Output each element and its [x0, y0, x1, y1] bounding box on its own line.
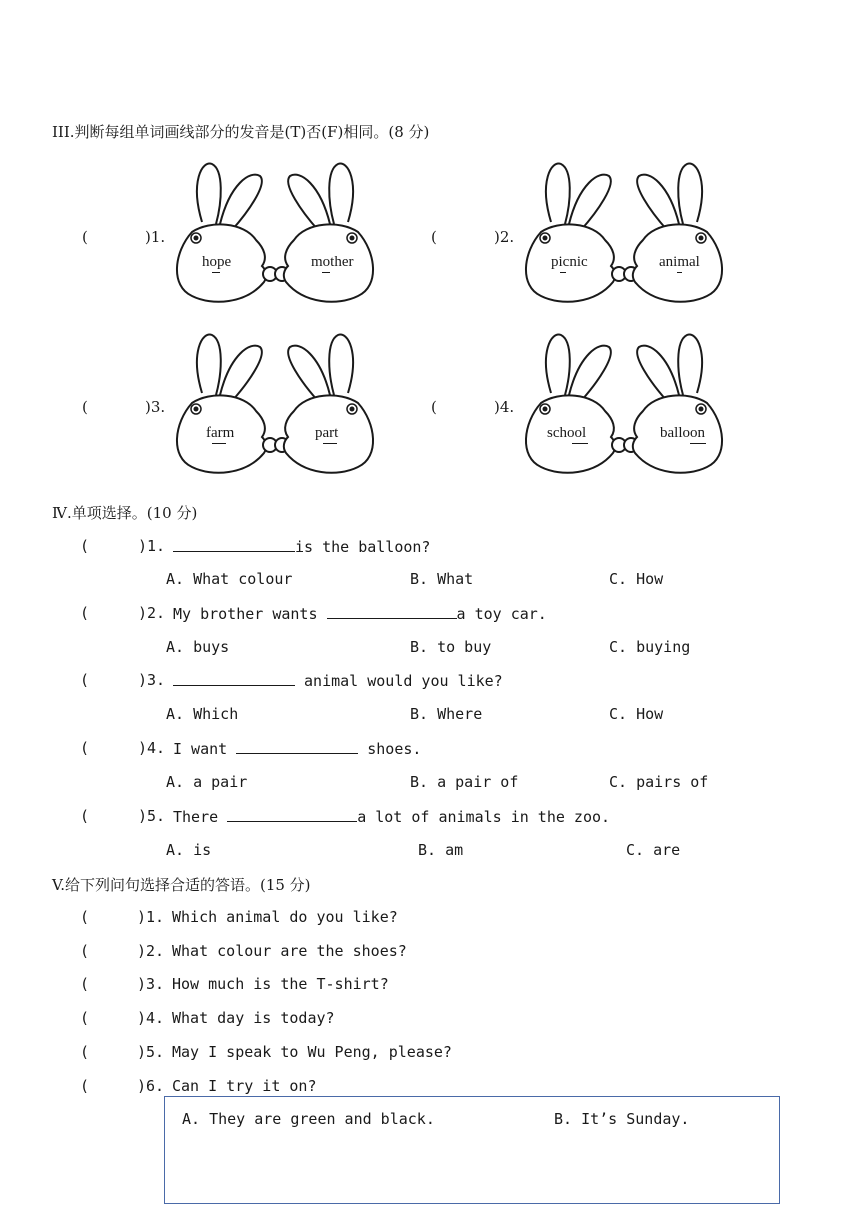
question-text: What day is today?	[172, 1009, 335, 1027]
question-number: )4.	[137, 1009, 165, 1027]
question-number: )3.	[137, 975, 165, 993]
item-number-3-3: )3.	[145, 398, 166, 416]
answer-paren-3-2: (	[431, 228, 437, 246]
bunny-word-part: part	[315, 425, 339, 441]
option-c: C. are	[626, 841, 681, 859]
answer-blank[interactable]	[173, 671, 295, 686]
question-number: )1.	[137, 908, 165, 926]
bunny-word-hope: hope	[202, 254, 232, 270]
option-b: B. What	[410, 570, 474, 588]
item-number-3-2: )2.	[494, 228, 515, 246]
question-number: )2.	[138, 604, 166, 622]
underline-mark	[212, 443, 226, 444]
section-5-heading: V.给下列问句选择合适的答语。(15 分)	[52, 876, 311, 894]
section-4-heading: Ⅳ.单项选择。(10 分)	[52, 504, 198, 522]
question-text: My brother wants a toy car.	[173, 605, 547, 623]
bunny-word-picnic: picnic	[551, 254, 588, 270]
answer-paren-3-1: (	[82, 228, 88, 246]
question-number: )3.	[138, 671, 166, 689]
underline-mark	[572, 443, 588, 444]
bunny-pair-2	[526, 164, 722, 302]
underline-mark	[322, 272, 330, 273]
question-text: Which animal do you like?	[172, 908, 398, 926]
option-a: A. Which	[166, 705, 239, 723]
question-text: I want shoes.	[173, 740, 422, 758]
section-3-heading: III.判断每组单词画线部分的发音是(T)否(F)相同。(8 分)	[52, 123, 430, 141]
answer-paren: (	[80, 1077, 90, 1095]
option-c: C. How	[609, 570, 664, 588]
underline-mark	[212, 272, 220, 273]
bunny-word-animal: animal	[659, 254, 700, 270]
underline-mark	[677, 272, 682, 273]
answer-paren: (	[80, 908, 90, 926]
question-number: )4.	[138, 739, 166, 757]
question-number: )1.	[138, 537, 166, 555]
option-a: A. a pair	[166, 773, 248, 791]
question-text: Can I try it on?	[172, 1077, 317, 1095]
option-b: B. a pair of	[410, 773, 519, 791]
bunny-illustrations	[0, 0, 860, 500]
question-text: is the balloon?	[173, 537, 430, 556]
answer-paren: (	[80, 942, 90, 960]
question-text: What colour are the shoes?	[172, 942, 407, 960]
answer-blank[interactable]	[327, 604, 457, 619]
answer-paren: (	[80, 537, 90, 555]
answer-paren: (	[80, 1043, 90, 1061]
item-number-3-4: )4.	[494, 398, 515, 416]
option-a: A. What colour	[166, 570, 293, 588]
option-a: A. buys	[166, 638, 230, 656]
question-text: animal would you like?	[173, 671, 503, 690]
answer-option-b: B. It’s Sunday.	[554, 1110, 690, 1128]
answer-paren-3-3: (	[82, 398, 88, 416]
question-number: )2.	[137, 942, 165, 960]
underline-mark	[690, 443, 706, 444]
answer-paren: (	[80, 807, 90, 825]
bunny-pair-4	[526, 335, 722, 473]
answer-paren: (	[80, 975, 90, 993]
option-a: A. is	[166, 841, 212, 859]
answer-blank[interactable]	[227, 807, 357, 822]
bunny-word-mother: mother	[311, 254, 354, 270]
bunny-pair-1	[177, 164, 373, 302]
question-text: There a lot of animals in the zoo.	[173, 808, 611, 826]
answer-paren-3-4: (	[431, 398, 437, 416]
bunny-pair-3	[177, 335, 373, 473]
bunny-word-school: school	[547, 425, 587, 441]
question-number: )5.	[138, 807, 166, 825]
answer-paren: (	[80, 1009, 90, 1027]
option-b: B. am	[418, 841, 464, 859]
item-number-3-1: )1.	[145, 228, 166, 246]
answer-blank[interactable]	[173, 537, 295, 552]
option-b: B. Where	[410, 705, 483, 723]
answer-paren: (	[80, 604, 90, 622]
option-c: C. pairs of	[609, 773, 709, 791]
option-b: B. to buy	[410, 638, 492, 656]
answer-paren: (	[80, 671, 90, 689]
option-c: C. buying	[609, 638, 691, 656]
question-text: May I speak to Wu Peng, please?	[172, 1043, 452, 1061]
underline-mark	[560, 272, 566, 273]
bunny-word-farm: farm	[206, 425, 235, 441]
answer-option-a: A. They are green and black.	[182, 1110, 435, 1128]
question-text: How much is the T-shirt?	[172, 975, 389, 993]
question-number: )5.	[137, 1043, 165, 1061]
bunny-word-balloon: balloon	[660, 425, 705, 441]
question-number: )6.	[137, 1077, 165, 1095]
option-c: C. How	[609, 705, 664, 723]
answer-paren: (	[80, 739, 90, 757]
answer-blank[interactable]	[236, 739, 358, 754]
underline-mark	[323, 443, 337, 444]
